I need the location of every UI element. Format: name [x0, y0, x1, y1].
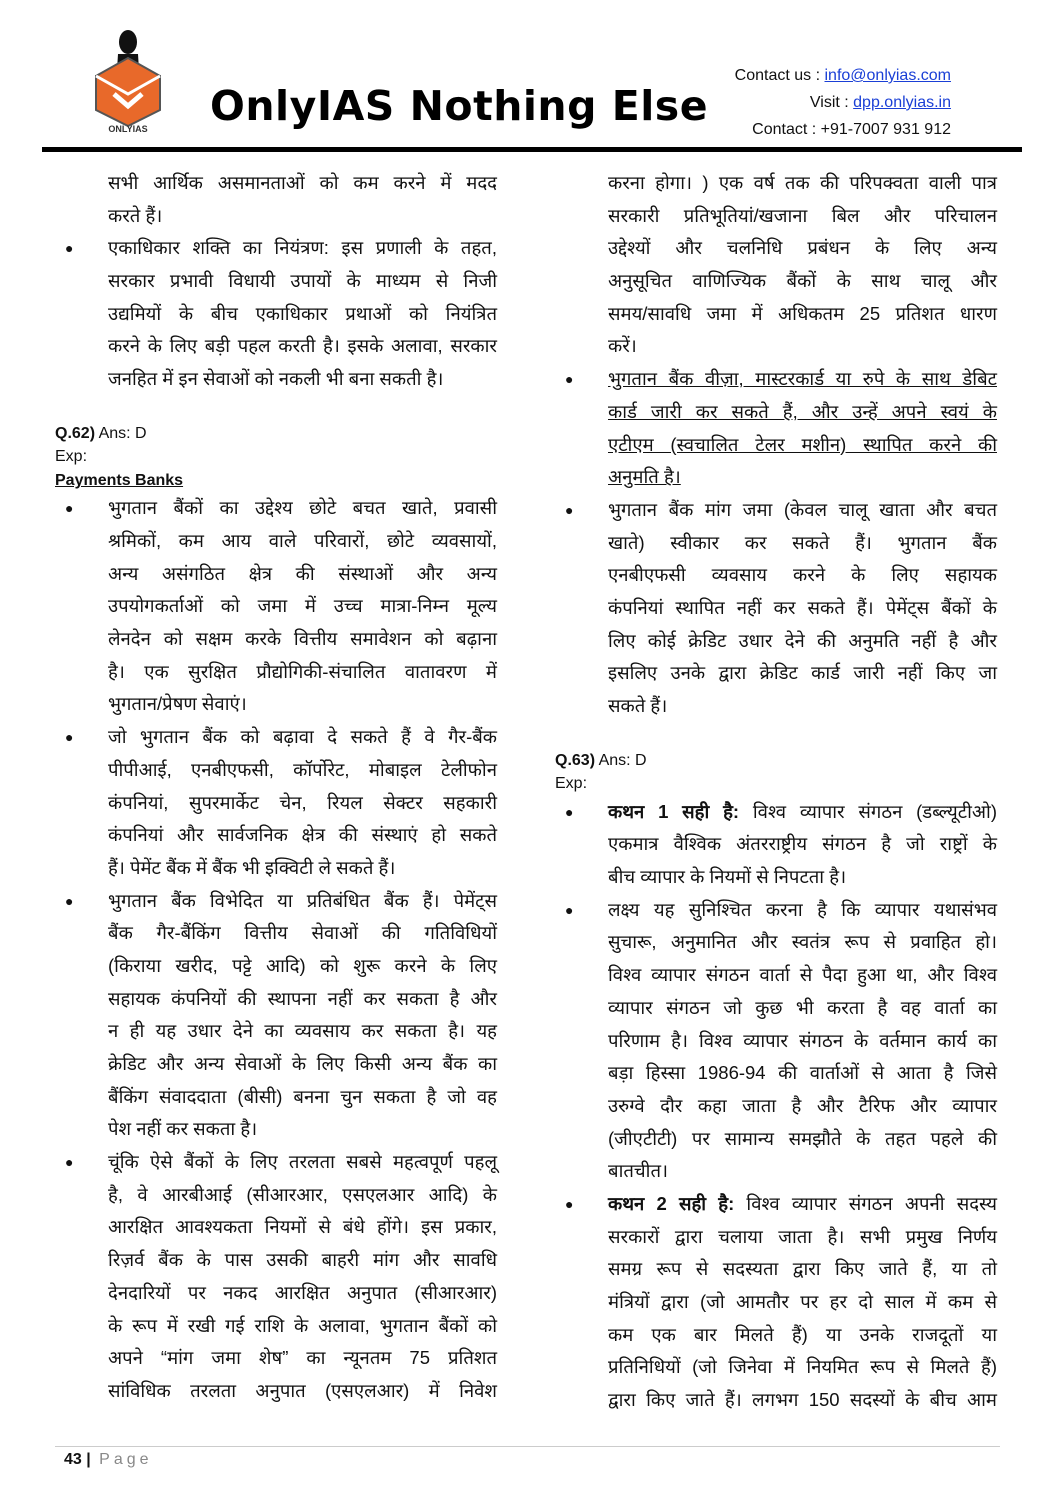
line-text: अनुमति है।	[608, 466, 681, 488]
bullet-item	[55, 885, 505, 1147]
text-line	[608, 167, 997, 200]
svg-text:ONLYIAS: ONLYIAS	[108, 124, 148, 134]
text-line	[608, 1123, 997, 1156]
text-line	[608, 1188, 997, 1221]
line-text: देनदारियों पर नकद आरक्षित अनुपात (सीआरआर)	[108, 1281, 497, 1303]
question-header	[555, 749, 1005, 773]
text-line	[108, 232, 497, 265]
text-line	[608, 1221, 997, 1254]
line-text: भुगतान/प्रेषण सेवाएं।	[108, 693, 247, 715]
text-line	[608, 926, 997, 959]
answer-text: Ans: D	[595, 751, 647, 769]
footer-rule	[55, 1446, 1000, 1447]
line-text: उरुग्वे दौर कहा जाता है और टैरिफ और व्यापार	[608, 1094, 997, 1116]
line-text: करना होगा। ) एक वर्ष तक की परिपक्वता वाली पात्र	[608, 172, 997, 193]
bullet-item	[55, 1146, 505, 1408]
question-header	[55, 422, 505, 446]
bullet-item	[555, 1188, 1005, 1417]
text-line	[608, 330, 997, 363]
bullet-item	[555, 894, 1005, 1188]
line-text: लिए कोई क्रेडिट उधार देने की अनुमति नहीं है और	[608, 629, 997, 651]
text-line	[608, 396, 997, 429]
bullet-icon: ●	[65, 500, 74, 517]
phone-line: Contact : +91-7007 931 912	[752, 121, 951, 138]
line-text: है, वे आरबीआई (सीआरआर, एसएलआर आदि) के	[108, 1183, 497, 1205]
text-line	[108, 167, 497, 200]
text-line	[108, 1277, 497, 1310]
line-text: कंपनियां, सुपरमार्केट चेन, रियल सेक्टर सहकारी	[108, 791, 497, 813]
text-line	[108, 754, 497, 787]
text-line	[108, 819, 497, 852]
line-text: कार्ड जारी कर सकते हैं, और उन्हें अपने स्वयं के	[608, 400, 997, 422]
text-line	[108, 1179, 497, 1212]
text-line	[108, 363, 497, 396]
subheading-text: Payments Banks	[55, 471, 184, 489]
text-line	[608, 1253, 997, 1286]
line-text: हैं। पेमेंट बैंक में बैंक भी इक्विटी ले सकते हैं।	[108, 856, 396, 878]
line-text: समय/सावधि जमा में अधिकतम 25 प्रतिशत धारण	[608, 302, 997, 324]
line-text: प्रतिनिधियों (जो जिनेवा में नियमित रूप से मिलते हैं)	[608, 1356, 997, 1378]
text-line	[608, 1384, 997, 1417]
line-text: कंपनियां स्थापित नहीं कर सकते हैं। पेमेंट्स बैंकों के	[608, 596, 997, 618]
line-text: एकमात्र वैश्विक अंतरराष्ट्रीय संगठन है जो राष्ट्रों के	[608, 833, 997, 855]
line-text: कंपनियां और सार्वजनिक क्षेत्र की संस्थाएं हो सकते	[108, 824, 497, 846]
section-gap	[55, 396, 505, 422]
line-text: अनुसूचित वाणिज्यिक बैंकों के साथ चालू और	[608, 270, 997, 292]
visit-label: Visit :	[809, 94, 854, 111]
text-line	[108, 265, 497, 298]
bullet-icon: ●	[65, 892, 74, 909]
text-line	[608, 1351, 997, 1384]
text-line	[108, 623, 497, 656]
text-line	[608, 200, 997, 233]
contact-block	[735, 62, 951, 143]
bullet-icon: ●	[65, 729, 74, 746]
page-number: 43	[64, 1451, 82, 1468]
explanation-label: Exp:	[555, 775, 588, 793]
text-line	[108, 298, 497, 331]
line-text: भुगतान बैंक विभेदित या प्रतिबंधित बैंक हैं। पेमेंट्स	[108, 889, 497, 911]
text-line	[608, 1286, 997, 1319]
text-line	[108, 330, 497, 363]
paragraph	[55, 167, 505, 232]
bullet-icon: ●	[65, 240, 74, 257]
bullet-item	[555, 796, 1005, 894]
line-text: चूंकि ऐसे बैंकों के लिए तरलता सबसे महत्वपूर्ण पहलू	[108, 1151, 497, 1173]
text-line	[108, 558, 497, 591]
line-text: श्रमिकों, कम आय वाले परिवारों, छोटे व्यवसायों,	[108, 530, 497, 551]
text-line	[608, 1090, 997, 1123]
text-line	[108, 200, 497, 233]
line-text: सुचारू, अनुमानित और स्वतंत्र रूप से प्रवाहित हो।	[608, 931, 997, 953]
line-text: सकते हैं।	[608, 695, 668, 716]
left-column	[55, 167, 505, 1408]
line-text: अन्य असंगठित क्षेत्र की संस्थाओं और अन्य	[108, 562, 497, 584]
statement-label: कथन 2 सही है:	[608, 1192, 735, 1214]
text-line	[608, 363, 997, 396]
text-line	[608, 828, 997, 861]
line-text: के रूप में रखी गई राशि के अलावा, भुगतान बैंकों को	[108, 1314, 497, 1336]
line-text: विश्व व्यापार संगठन वार्ता से पैदा हुआ था, और विश्व	[608, 964, 997, 986]
line-text: अपने “मांग जमा शेष” का न्यूनतम 75 प्रतिशत	[108, 1347, 497, 1369]
line-text: जो भुगतान बैंक को बढ़ावा दे सकते हैं वे गैर-बैंक	[108, 726, 497, 748]
footer-separator: |	[81, 1451, 96, 1468]
text-line	[608, 861, 997, 894]
line-text: सभी आर्थिक असमानताओं को कम करने में मदद	[108, 172, 497, 193]
text-line	[608, 298, 997, 331]
bullet-icon: ●	[565, 803, 574, 820]
text-line	[108, 688, 497, 721]
line-text: बड़ा हिस्सा 1986-94 की वार्ताओं से आता है जिसे	[608, 1062, 997, 1084]
brand-title: OnlyIAS Nothing Else	[210, 82, 709, 130]
line-text: एटीएम (स्वचालित टेलर मशीन) स्थापित करने की	[608, 433, 997, 455]
line-text: जनहित में इन सेवाओं को नकली भी बना सकती है।	[108, 368, 444, 390]
text-line	[108, 917, 497, 950]
question-number: Q.62)	[55, 424, 96, 442]
text-line	[608, 690, 997, 723]
bullet-item	[55, 232, 505, 395]
bullet-icon: ●	[65, 1154, 74, 1171]
text-line	[108, 1113, 497, 1146]
line-text: पीपीआई, एनबीएफसी, कॉर्पोरेट, मोबाइल टेलीफोन	[108, 758, 497, 780]
bullet-item	[55, 492, 505, 721]
section-subheading	[55, 469, 505, 493]
line-text: बैंकिंग संवाददाता (बीसी) बनना चुन सकता है जो वह	[108, 1085, 497, 1107]
text-line	[608, 559, 997, 592]
text-line	[108, 1211, 497, 1244]
line-text: समग्र रूप से सदस्यता द्वारा किए जाते हैं, या तो	[608, 1258, 997, 1280]
text-line	[608, 429, 997, 462]
bullet-item	[55, 721, 505, 884]
line-text: द्वारा किए जाते हैं। लगभग 150 सदस्यों के बीच आम	[608, 1389, 997, 1411]
text-line	[108, 1081, 497, 1114]
text-line	[108, 1146, 497, 1179]
text-line	[608, 232, 997, 265]
right-column	[555, 167, 1005, 1417]
line-text: करने के लिए बड़ी पहल करती है। इसके अलावा, सरकार	[108, 335, 497, 357]
line-text: कम एक बार मिलते हैं) या उनके राजदूतों या	[608, 1323, 997, 1345]
text-line	[608, 959, 997, 992]
line-text: न ही यह उधार देने का व्यवसाय कर सकता है। यह	[108, 1020, 497, 1042]
text-line	[108, 787, 497, 820]
line-text: क्रेडिट और अन्य सेवाओं के लिए किसी अन्य बैंक का	[108, 1053, 497, 1074]
section-gap	[555, 723, 1005, 749]
text-line	[608, 592, 997, 625]
line-text: एकाधिकार शक्ति का नियंत्रण: इस प्रणाली के तहत,	[108, 237, 497, 259]
line-text: भुगतान बैंकों का उद्देश्य छोटे बचत खाते, प्रवासी	[108, 497, 497, 519]
line-text: बैंक गैर-बैंकिंग वित्तीय सेवाओं की गतिविधियों	[108, 922, 497, 944]
page-label: Page	[99, 1451, 153, 1468]
explanation-label: Exp:	[55, 448, 88, 466]
text-line	[608, 461, 997, 494]
text-line	[608, 1025, 997, 1058]
line-text: खाते) स्वीकार कर सकते हैं। भुगतान बैंक	[608, 531, 997, 553]
text-line	[608, 894, 997, 927]
contact-email-link[interactable]: info@onlyias.com	[824, 67, 951, 84]
line-text: व्यापार संगठन जो कुछ भी करता है वह वार्ता का	[608, 996, 997, 1018]
text-line	[608, 1155, 997, 1188]
text-line	[108, 1048, 497, 1081]
text-line	[108, 983, 497, 1016]
text-line	[108, 590, 497, 623]
text-line	[108, 656, 497, 689]
line-text: उद्यमियों के बीच एकाधिकार प्रथाओं को नियंत्रित	[108, 302, 497, 324]
text-line	[108, 525, 497, 558]
line-text: पेश नहीं कर सकता है।	[108, 1118, 258, 1140]
line-text: सरकार प्रभावी विधायी उपायों के माध्यम से निजी	[108, 270, 497, 292]
text-line	[108, 1015, 497, 1048]
line-text: लक्ष्य यह सुनिश्चित करना है कि व्यापार यथासंभव	[608, 898, 997, 920]
line-text: लेनदेन को सक्षम करके वित्तीय समावेशन को बढ़ाना	[108, 628, 497, 650]
text-line	[608, 657, 997, 690]
line-text: सांविधिक तरलता अनुपात (एसएलआर) में निवेश	[108, 1379, 497, 1401]
bullet-item	[555, 363, 1005, 494]
text-line	[608, 1057, 997, 1090]
text-line	[108, 1244, 497, 1277]
line-text: करते हैं।	[108, 204, 163, 226]
line-text: भुगतान बैंक मांग जमा (केवल चालू खाता और बचत	[608, 498, 997, 520]
onlyias-logo	[88, 28, 168, 136]
text-line	[608, 992, 997, 1025]
text-line	[108, 721, 497, 754]
text-line	[108, 1310, 497, 1343]
answer-text: Ans: D	[95, 424, 147, 442]
bullet-item	[555, 494, 1005, 723]
text-line	[608, 796, 997, 829]
line-text: परिणाम है। विश्व व्यापार संगठन के वर्तमान कार्य का	[608, 1029, 997, 1051]
contact-label: Contact us :	[734, 67, 825, 84]
statement-label: कथन 1 सही है:	[608, 800, 740, 822]
text-line	[608, 527, 997, 560]
visit-url-link[interactable]: dpp.onlyias.in	[853, 94, 951, 111]
line-text: एनबीएफसी व्यवसाय करने के लिए सहायक	[608, 564, 997, 586]
bullet-icon: ●	[565, 501, 574, 518]
line-text: रिज़र्व बैंक के पास उसकी बाहरी मांग और सावधि	[108, 1249, 497, 1271]
line-text: आरक्षित आवश्यकता नियमों से बंधे होंगे। इस प्रकार,	[108, 1216, 497, 1238]
text-line	[108, 492, 497, 525]
text-line	[108, 885, 497, 918]
text-line	[608, 265, 997, 298]
question-number: Q.63)	[555, 751, 596, 769]
line-text: (जीएटीटी) पर सामान्य समझौते के तहत पहले की	[608, 1127, 997, 1149]
line-text: उद्देश्यों और चलनिधि प्रबंधन के लिए अन्य	[608, 237, 997, 259]
paragraph	[555, 167, 1005, 363]
line-text: बीच व्यापार के नियमों से निपटता है।	[608, 866, 847, 888]
line-text: (किराया खरीद, पट्टे आदि) को शुरू करने के लिए	[108, 954, 497, 976]
line-text: है। एक सुरक्षित प्रौद्योगिकी-संचालित वातावरण में	[108, 660, 497, 682]
bullet-icon: ●	[565, 371, 574, 388]
text-line	[608, 1319, 997, 1352]
bullet-icon: ●	[565, 1195, 574, 1212]
text-line	[608, 494, 997, 527]
line-text: इसलिए उनके द्वारा क्रेडिट कार्ड जारी नहीं किए जा	[608, 662, 997, 684]
line-text: मंत्रियों द्वारा (जो आमतौर पर हर दो साल में कम से	[608, 1291, 997, 1312]
line-text: विश्व व्यापार संगठन (डब्ल्यूटीओ)	[739, 800, 997, 822]
line-text: सहायक कंपनियों की स्थापना नहीं कर सकता है और	[108, 987, 497, 1009]
line-text: विश्व व्यापार संगठन अपनी सदस्य	[734, 1192, 997, 1214]
text-line	[108, 1375, 497, 1408]
text-line	[108, 1342, 497, 1375]
line-text: करें।	[608, 335, 637, 357]
text-line	[108, 852, 497, 885]
line-text: सरकारों द्वारा चलाया जाता है। सभी प्रमुख निर्णय	[608, 1225, 997, 1247]
line-text: बातचीत।	[608, 1160, 668, 1182]
header-rule	[42, 147, 1022, 152]
line-text: भुगतान बैंक वीज़ा, मास्टरकार्ड या रुपे के साथ डेबिट	[608, 368, 997, 390]
page-footer	[64, 1451, 153, 1469]
bullet-icon: ●	[565, 901, 574, 918]
line-text: उपयोगकर्ताओं को जमा में उच्च मात्रा-निम्न मूल्य	[108, 595, 497, 617]
text-line	[608, 625, 997, 658]
line-text: सरकारी प्रतिभूतियां/खजाना बिल और परिचालन	[608, 204, 997, 226]
text-line	[108, 950, 497, 983]
